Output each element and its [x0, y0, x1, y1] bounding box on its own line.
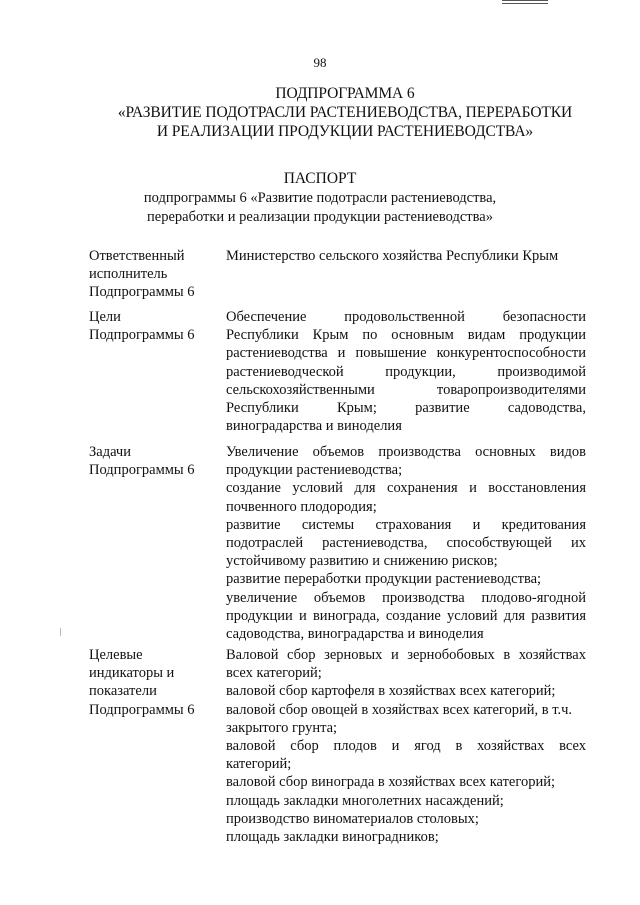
content-line: растениеводческой продукции, производимой	[226, 363, 586, 380]
row-content	[226, 308, 586, 435]
content-line: Республики Крым по основным видам продукции	[226, 327, 586, 344]
content-line: создание условий для сохранения и восстановления	[226, 480, 586, 497]
page-number: 98	[313, 55, 327, 70]
passport-subtitle-line-1: подпрограммы 6 «Развитие подотрасли растениеводства,	[143, 190, 497, 206]
content-line: Увеличение объемов производства основных видов	[226, 444, 586, 460]
label-line: Подпрограммы 6	[89, 462, 195, 479]
content-line: растениеводства и повышение конкурентоспособности	[226, 345, 586, 362]
content-line: площадь закладки виноградников;	[226, 829, 439, 846]
content-line: всех категорий;	[226, 665, 322, 682]
content-line: Валовой сбор зерновых и зернобобовых в хозяйствах	[226, 647, 586, 663]
content-line: производство виноматериалов столовых;	[226, 810, 479, 827]
content-line: почвенного плодородия;	[226, 498, 377, 515]
row-label	[89, 308, 214, 344]
content-line: Республики Крым; развитие садоводства,	[226, 400, 586, 417]
label-line: Целевые	[89, 647, 143, 663]
content-line: площадь закладки многолетних насаждений;	[226, 792, 504, 809]
row-content	[226, 646, 586, 846]
label-line: показатели	[89, 683, 157, 700]
content-line: продукции и винограда, создание условий для развития	[226, 607, 586, 624]
content-line: Обеспечение продовольственной безопасности	[226, 309, 586, 325]
label-line: Задачи	[89, 444, 131, 460]
content-line: виноградарства и виноделия	[226, 418, 402, 435]
heading-line-3: И РЕАЛИЗАЦИИ ПРОДУКЦИИ РАСТЕНИЕВОДСТВА»	[156, 123, 534, 140]
content-line: валовой сбор винограда в хозяйствах всех категорий;	[226, 774, 555, 791]
passport-subtitle	[0, 189, 640, 227]
content-line: развитие системы страхования и кредитования	[226, 516, 586, 533]
scan-corner-mark	[502, 0, 548, 4]
scan-margin-mark	[60, 628, 61, 636]
content-line: Министерство сельского хозяйства Республики Крым	[226, 248, 559, 264]
row-content	[226, 443, 586, 643]
content-line: развитие переработки продукции растениеводства;	[226, 571, 542, 588]
row-content	[226, 247, 586, 265]
label-line: Подпрограммы 6	[89, 701, 195, 718]
content-line: категорий;	[226, 756, 292, 773]
content-line: валовой сбор плодов и ягод в хозяйствах всех	[226, 738, 586, 755]
content-line: сельскохозяйственными товаропроизводителями	[226, 381, 586, 398]
content-line: валовой сбор картофеля в хозяйствах всех категорий;	[226, 683, 556, 700]
subprogram-heading	[60, 84, 630, 141]
heading-line-2: «РАЗВИТИЕ ПОДОТРАСЛИ РАСТЕНИЕВОДСТВА, ПЕРЕРАБОТКИ	[117, 104, 573, 121]
row-label	[89, 443, 214, 479]
row-label	[89, 247, 214, 302]
content-line: увеличение объемов производства плодово-ягодной	[226, 589, 586, 606]
label-line: Цели	[89, 309, 121, 325]
label-line: исполнитель	[89, 266, 168, 283]
content-line: садоводства, виноградарства и виноделия	[226, 626, 484, 643]
passport-subtitle-line-2: переработки и реализации продукции растениеводства»	[147, 209, 493, 225]
content-line: закрытого грунта;	[226, 719, 338, 736]
label-line: индикаторы и	[89, 665, 175, 682]
content-line: устойчивому развитию и снижению рисков;	[226, 553, 498, 570]
content-line: подотраслей растениеводства, способствующей их	[226, 535, 586, 552]
label-line: Подпрограммы 6	[89, 327, 195, 344]
heading-line-1: ПОДПРОГРАММА 6	[275, 85, 415, 102]
content-line: продукции растениеводства;	[226, 462, 403, 479]
content-line: валовой сбор овощей в хозяйствах всех категорий, в т.ч.	[226, 701, 573, 718]
label-line: Ответственный	[89, 248, 185, 264]
row-label	[89, 646, 214, 719]
label-line: Подпрограммы 6	[89, 284, 195, 301]
passport-title: ПАСПОРТ	[283, 170, 357, 187]
